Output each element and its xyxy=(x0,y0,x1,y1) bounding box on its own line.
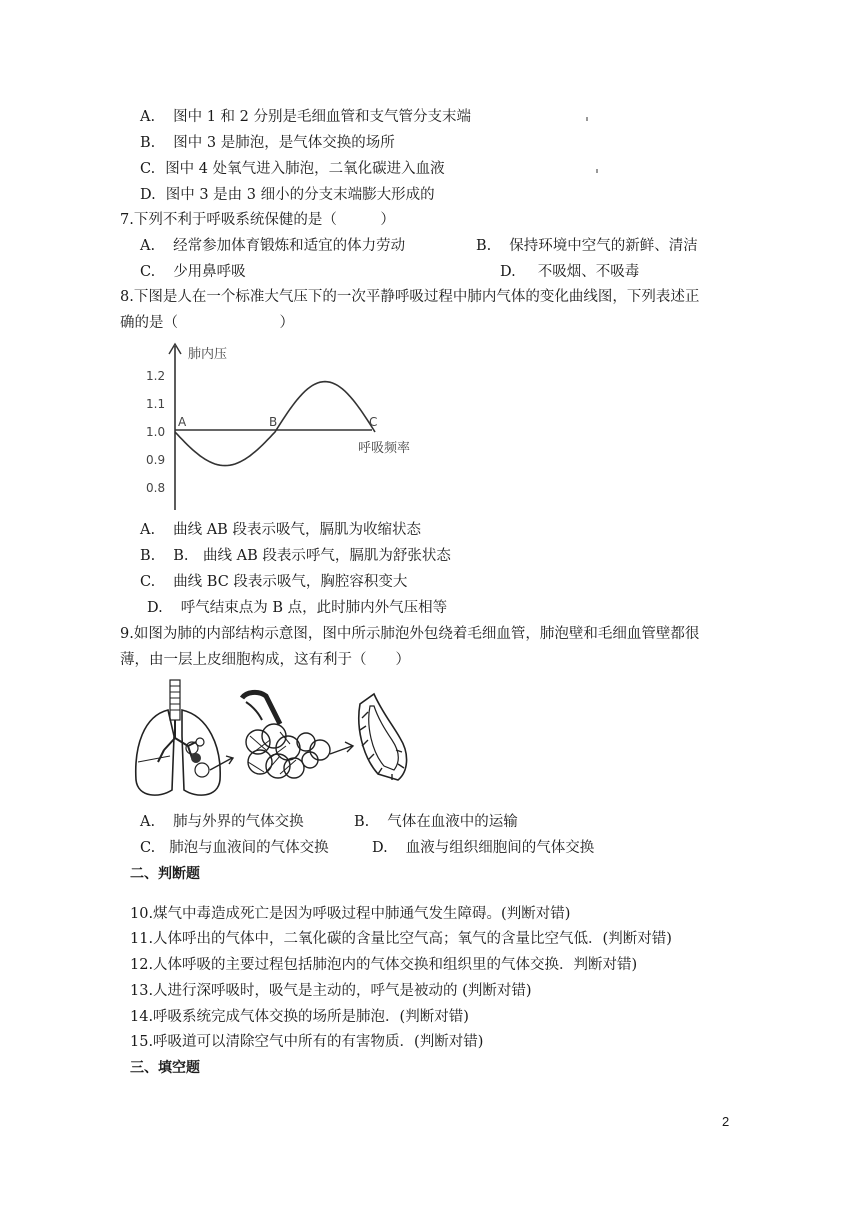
point-label-c: C xyxy=(369,415,378,429)
arrow-icon xyxy=(330,742,353,754)
alveolus-closeup-drawing xyxy=(297,733,330,768)
scan-speck xyxy=(586,117,588,121)
y-tick-label: 0.9 xyxy=(146,453,166,467)
x-axis-label: 呼吸频率 xyxy=(358,441,411,456)
section-3-heading: 三、填空题 xyxy=(130,1060,200,1076)
lungs-drawing xyxy=(136,710,220,795)
q8-option-d: D. 呼气结束点为 B 点，此时肺内外气压相等 xyxy=(147,600,448,616)
judge-item-14: 14.呼吸系统完成气体交换的场所是肺泡．(判断对错) xyxy=(130,1009,469,1025)
arrow-icon xyxy=(210,756,233,770)
y-tick-label: 1.0 xyxy=(146,425,166,439)
q8-option-a: A. 曲线 AB 段表示吸气，膈肌为收缩状态 xyxy=(140,522,421,538)
lung-pressure-chart xyxy=(140,338,440,518)
judge-item-11: 11.人体呼出的气体中，二氧化碳的含量比空气高；氧气的含量比空气低．(判断对错) xyxy=(130,931,672,947)
q9-option-b: B. 气体在血液中的运输 xyxy=(354,814,518,830)
capillary-section-drawing xyxy=(359,694,407,780)
y-tick-label: 1.2 xyxy=(146,369,166,383)
q9-stem-line2: 薄，由一层上皮细胞构成，这有利于（ ） xyxy=(120,652,410,668)
q7-option-c: C. 少用鼻呼吸 xyxy=(140,264,246,280)
page-number: 2 xyxy=(722,1114,730,1129)
q6-option-b: B. 图中 3 是肺泡，是气体交换的场所 xyxy=(140,135,395,151)
point-label-b: B xyxy=(269,415,278,429)
q6-option-c: C. 图中 4 处氧气进入肺泡，二氧化碳进入血液 xyxy=(140,161,445,177)
lung-structure-illustration xyxy=(130,676,440,804)
scan-speck xyxy=(596,169,598,173)
q8-stem-line2: 确的是（ ） xyxy=(120,315,294,331)
q9-option-a: A. 肺与外界的气体交换 xyxy=(140,814,304,830)
q9-option-c: C. 肺泡与血液间的气体交换 xyxy=(140,840,329,856)
section-2-heading: 二、判断题 xyxy=(130,866,200,882)
judge-item-13: 13.人进行深呼吸时，吸气是主动的，呼气是被动的 (判断对错) xyxy=(130,983,532,999)
q9-option-d: D. 血液与组织细胞间的气体交换 xyxy=(372,840,595,856)
q8-option-b: B. B. 曲线 AB 段表示呼气，膈肌为舒张状态 xyxy=(140,548,451,564)
q7-option-d: D. 不吸烟、不吸毒 xyxy=(500,264,640,280)
q8-stem-line1: 8.下图是人在一个标准大气压下的一次平静呼吸过程中肺内气体的变化曲线图，下列表述正 xyxy=(120,289,700,305)
q7-option-a: A. 经常参加体育锻炼和适宜的体力劳动 xyxy=(140,238,406,254)
q6-option-d: D. 图中 3 是由 3 细小的分支末端膨大形成的 xyxy=(140,187,435,203)
y-axis-label: 肺内压 xyxy=(188,347,228,362)
q7-option-b: B. 保持环境中空气的新鲜、清洁 xyxy=(476,238,698,254)
alveoli-cluster-drawing xyxy=(242,692,304,778)
y-tick-label: 1.1 xyxy=(146,397,166,411)
q7-stem: 7.下列不利于呼吸系统保健的是（ ） xyxy=(120,212,395,228)
point-label-a: A xyxy=(178,415,187,429)
judge-item-10: 10.煤气中毒造成死亡是因为呼吸过程中肺通气发生障碍。(判断对错) xyxy=(130,906,571,922)
y-tick-label: 0.8 xyxy=(146,481,166,495)
q8-option-c: C. 曲线 BC 段表示吸气，胸腔容积变大 xyxy=(140,574,408,590)
judge-item-12: 12.人体呼吸的主要过程包括肺泡内的气体交换和组织里的气体交换．判断对错) xyxy=(130,957,638,973)
q6-option-a: A. 图中 1 和 2 分别是毛细血管和支气管分支末端 xyxy=(140,109,471,125)
judge-item-15: 15.呼吸道可以清除空气中所有的有害物质．(判断对错) xyxy=(130,1034,484,1050)
q9-stem-line1: 9.如图为肺的内部结构示意图，图中所示肺泡外包绕着毛细血管，肺泡壁和毛细血管壁都很 xyxy=(120,626,700,642)
trachea-drawing xyxy=(170,680,180,720)
